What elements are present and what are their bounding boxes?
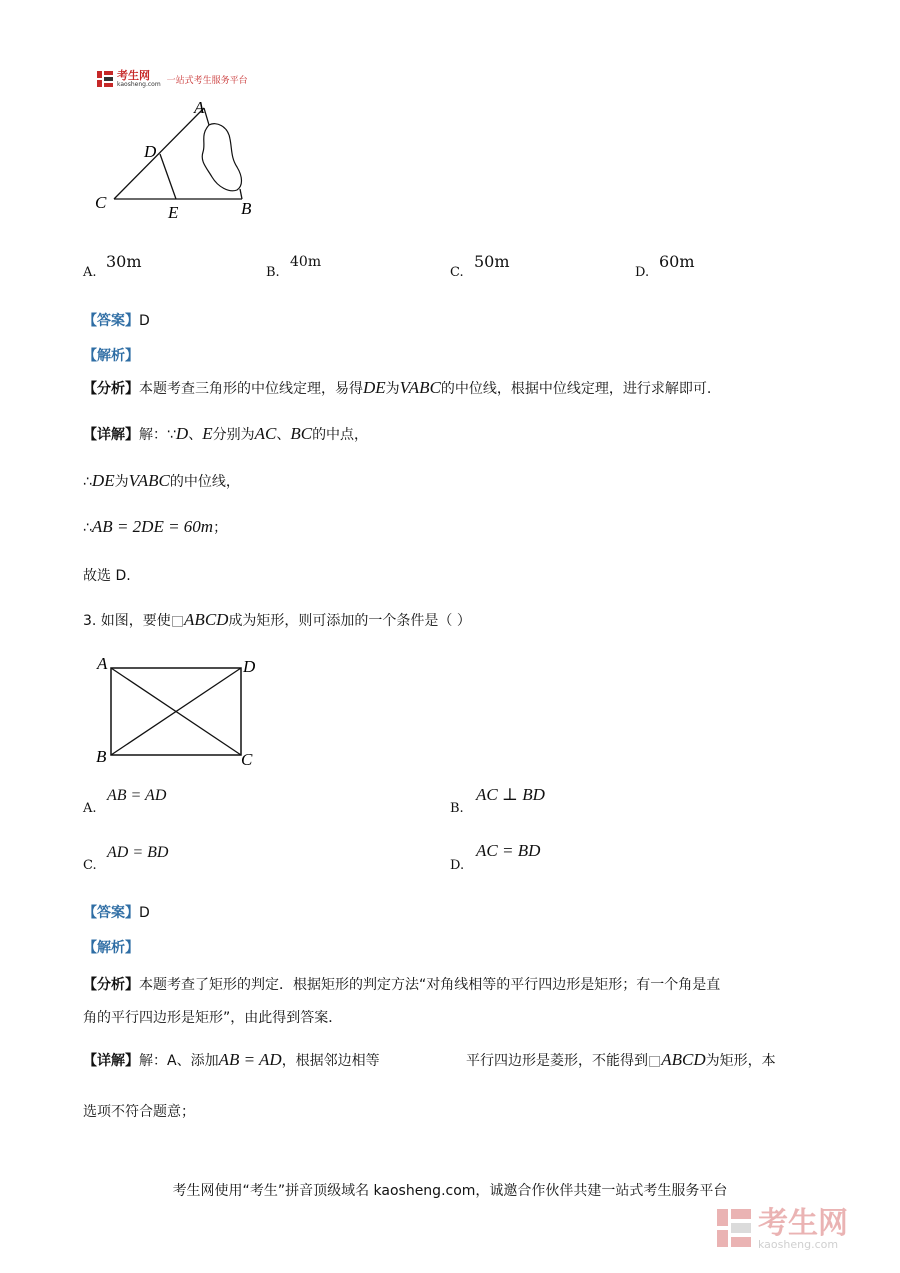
q3-fenxi-text2: 角的平行四边形是矩形”，由此得到答案． [83, 1010, 343, 1026]
q3-detail-tag: 【详解】 [83, 1053, 139, 1069]
q2-detail-text2: 、 [188, 427, 203, 443]
watermark-domain: kaosheng.com [758, 1238, 839, 1251]
q2-line2-math2: VABC [128, 471, 170, 490]
rect-label-c: C [241, 750, 253, 769]
q3-option-b-letter: B. [450, 801, 464, 816]
q3-fenxi-tag: 【分析】 [83, 977, 139, 993]
q2-fenxi [83, 378, 711, 398]
q3-detail-line2 [83, 1101, 195, 1121]
watermark-mark-icon [716, 1208, 752, 1252]
logo-name: 考生网 [117, 69, 150, 82]
logo-domain: kaosheng.com [117, 81, 161, 88]
label-a: A [194, 98, 205, 117]
rect-label-d: D [243, 657, 256, 676]
footer-text: 考生网使用“考生”拼音顶级域名 kaosheng.com，诚邀合作伙伴共建一站式考生服务平台 [172, 1183, 728, 1199]
q3-answer-tag: 【答案】 [83, 905, 139, 921]
q2-option-b-value: 40m [290, 254, 322, 270]
q2-fenxi-math1: DE [363, 378, 386, 397]
q2-fenxi-text2: 为 [385, 381, 400, 397]
q2-option-b-letter: B. [266, 265, 280, 280]
q2-option-c-letter: C. [450, 265, 464, 280]
watermark [716, 1208, 848, 1252]
q3-option-c-value: AD = BD [107, 844, 169, 861]
q3-stem-math: ABCD [184, 610, 229, 629]
q2-line2-text2: 的中位线， [169, 474, 240, 490]
q2-fenxi-tag: 【分析】 [83, 381, 139, 397]
q3-answer-value: D [139, 905, 150, 921]
q2-detail-line1 [83, 424, 368, 444]
q2-option-c-value: 50m [474, 252, 510, 271]
q3-answer [83, 902, 150, 922]
q3-fenxi-line2 [83, 1007, 342, 1027]
q3-detail-text4: 为矩形，本 [705, 1053, 776, 1069]
q2-detail-line3 [83, 517, 227, 537]
q3-option-a-letter: A. [83, 801, 97, 816]
q3-option-d-value: AC = BD [476, 841, 541, 860]
q3-option-b-value: AC ⊥ BD [476, 785, 545, 804]
q2-option-a-value: 30m [106, 252, 142, 271]
q3-detail-line1b [466, 1050, 776, 1070]
q2-answer [83, 310, 150, 330]
q3-option-c-letter: C. [83, 858, 97, 873]
q2-fenxi-text1: 本题考查三角形的中位线定理，易得 [139, 381, 363, 397]
q3-stem-box: □ [170, 613, 185, 629]
header-slogan: 一站式考生服务平台 [166, 75, 248, 86]
q2-detail-math4: BC [290, 424, 313, 443]
logo-mark-icon [96, 70, 114, 88]
q2-line3-prefix: ∴ [83, 520, 92, 536]
q2-detail-text4: 、 [276, 427, 291, 443]
rect-label-b: B [96, 747, 107, 766]
q2-conclusion [83, 565, 131, 585]
q2-option-a-letter: A. [83, 265, 97, 280]
label-c: C [95, 193, 107, 212]
q2-detail-line2 [83, 471, 240, 491]
label-e: E [168, 203, 179, 222]
q2-detail-math2: E [202, 424, 213, 443]
q2-option-d-value: 60m [659, 252, 695, 271]
q2-detail-tag: 【详解】 [83, 427, 139, 443]
q2-detail-text1: 解：∵ [139, 427, 176, 443]
rectangle-figure [90, 652, 270, 772]
label-d: D [144, 142, 157, 161]
q3-stem [83, 610, 471, 630]
q3-detail-math1: AB = AD [218, 1050, 282, 1069]
q3-stem-text1: 3. 如图，要使 [83, 613, 171, 629]
q2-answer-value: D [139, 313, 150, 329]
q3-detail-math2: ABCD [661, 1050, 706, 1069]
q2-detail-math1: D [175, 424, 189, 443]
side-ca [114, 108, 204, 199]
q2-line3-math: AB = 2DE = 60m [91, 517, 214, 536]
q2-fenxi-math2: VABC [399, 378, 441, 397]
rect-label-a: A [97, 654, 108, 673]
q2-detail-text3: 分别为 [212, 427, 255, 443]
q3-detail-box: □ [648, 1053, 662, 1069]
q3-detail-text2: ，根据邻边相等 [281, 1053, 380, 1069]
q2-analysis-heading [83, 345, 139, 365]
q3-analysis-tag: 【解析】 [83, 940, 139, 956]
header-logo [96, 70, 248, 88]
side-ab-bottom [240, 189, 242, 199]
watermark-name: 考生网 [758, 1206, 848, 1241]
q2-analysis-tag: 【解析】 [83, 348, 139, 364]
side-ab-top [204, 108, 209, 125]
lake-shape [202, 124, 241, 191]
q3-analysis-heading [83, 937, 139, 957]
q2-detail-text5: 的中点， [312, 427, 369, 443]
q3-fenxi-line1 [83, 974, 720, 994]
q3-option-a-value: AB = AD [107, 787, 167, 804]
q2-conclusion-text: 故选 D. [83, 568, 131, 584]
q3-detail-line2-text: 选项不符合题意； [83, 1104, 195, 1120]
q2-answer-tag: 【答案】 [83, 313, 139, 329]
q2-fenxi-text3: 的中位线，根据中位线定理，进行求解即可. [440, 381, 712, 397]
q2-line2-math1: DE [91, 471, 115, 490]
q3-detail-line1 [83, 1050, 380, 1070]
q3-detail-text1: 解：A、添加 [139, 1053, 219, 1069]
q2-line3-suffix: ； [213, 520, 228, 536]
q3-fenxi-text1: 本题考查了矩形的判定．根据矩形的判定方法“对角线相等的平行四边形是矩形；有一个角是直 [139, 977, 721, 993]
label-b: B [241, 199, 252, 218]
q2-line2-text1: 为 [114, 474, 129, 490]
q3-detail-text3: 平行四边形是菱形，不能得到 [466, 1053, 648, 1069]
segment-de [160, 154, 176, 199]
q2-line2-prefix: ∴ [83, 474, 92, 490]
q2-option-d-letter: D. [635, 265, 650, 280]
triangle-figure [90, 95, 270, 225]
q3-stem-text2: 成为矩形，则可添加的一个条件是（ ） [228, 613, 471, 629]
q2-detail-math3: AC [254, 424, 277, 443]
q3-option-d-letter: D. [450, 858, 465, 873]
